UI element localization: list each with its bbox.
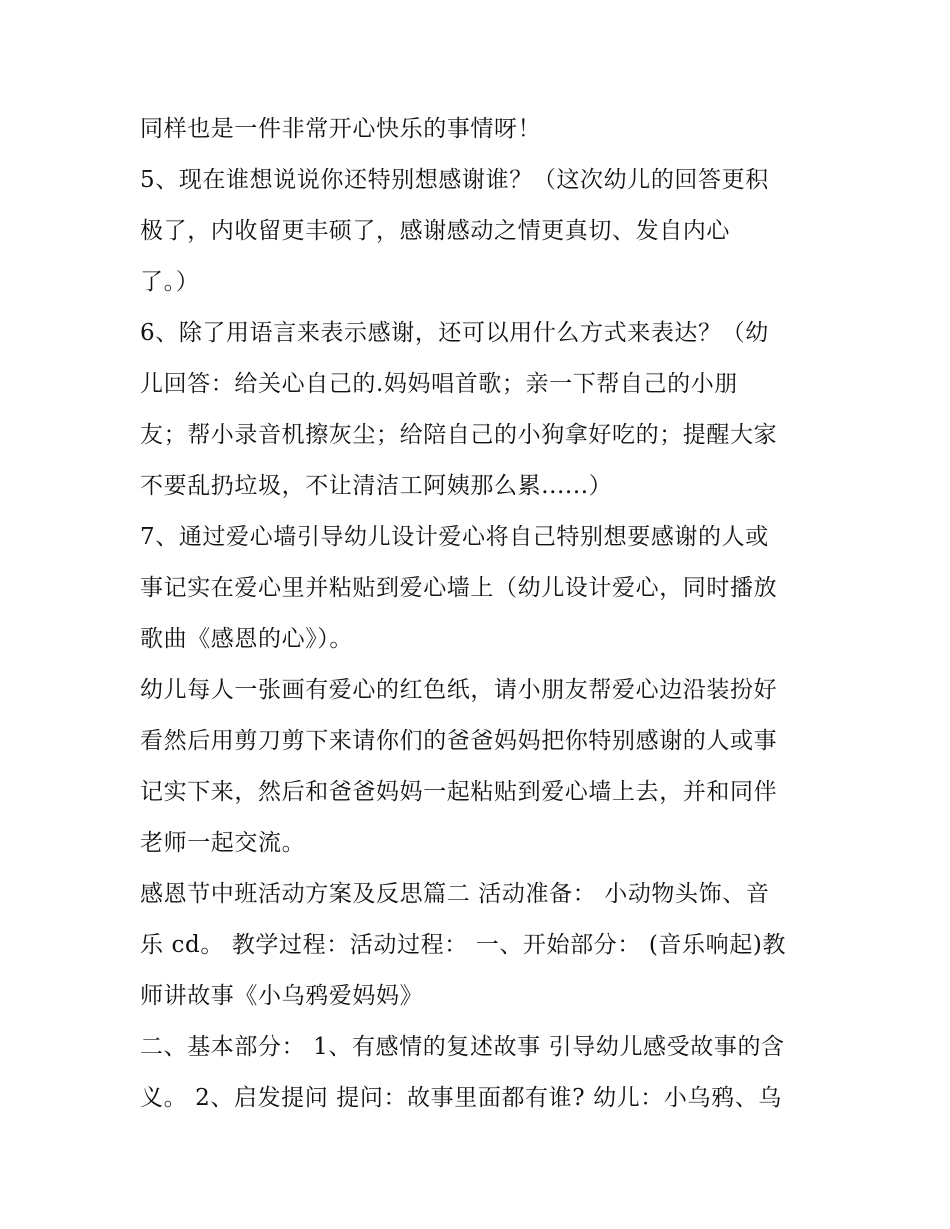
text-line: 儿回答：给关心自己的.妈妈唱首歌；亲一下帮自己的小朋: [140, 371, 738, 397]
text-line: 同样也是一件非常开心快乐的事情呀！: [140, 116, 542, 142]
text-line: 看然后用剪刀剪下来请你们的爸爸妈妈把你特别感谢的人或事: [140, 728, 778, 754]
document-body: [140, 104, 830, 1124]
text-line: 6、除了用语言来表示感谢，还可以用什么方式来表达？（幼: [140, 320, 769, 346]
text-line: 5、现在谁想说说你还特别想感谢谁？（这次幼儿的回答更积: [140, 167, 769, 193]
text-line: 师讲故事《小乌鸦爱妈妈》: [140, 983, 424, 1009]
text-line: 老师一起交流。: [140, 830, 306, 856]
text-line: 友；帮小录音机擦灰尘；给陪自己的小狗拿好吃的；提醒大家: [140, 422, 778, 448]
text-line: 7、通过爱心墙引导幼儿设计爱心将自己特别想要感谢的人或: [140, 524, 769, 550]
text-line: 幼儿每人一张画有爱心的红色纸，请小朋友帮爱心边沿装扮好: [140, 677, 778, 703]
text-line: 歌曲《感恩的心》）。: [140, 626, 353, 652]
text-line: 感恩节中班活动方案及反思篇二 活动准备： 小动物头饰、音: [140, 881, 770, 907]
text-line: 极了，内收留更丰硕了，感谢感动之情更真切、发自内心: [140, 218, 730, 244]
text-line: 义。 2、启发提问 提问：故事里面都有谁? 幼儿：小乌鸦、乌: [140, 1085, 782, 1111]
text-line: 记实下来，然后和爸爸妈妈一起粘贴到爱心墙上去，并和同伴: [140, 779, 778, 805]
text-line: 了。）: [140, 269, 200, 295]
text-line: 二、基本部分： 1、有感情的复述故事 引导幼儿感受故事的含: [140, 1034, 785, 1060]
text-line: 事记实在爱心里并粘贴到爱心墙上（幼儿设计爱心，同时播放: [140, 575, 778, 601]
text-line: 乐 cd。 教学过程：活动过程： 一、开始部分： (音乐响起)教: [140, 932, 786, 958]
text-line: 不要乱扔垃圾，不让清洁工阿姨那么累......）: [140, 473, 613, 499]
